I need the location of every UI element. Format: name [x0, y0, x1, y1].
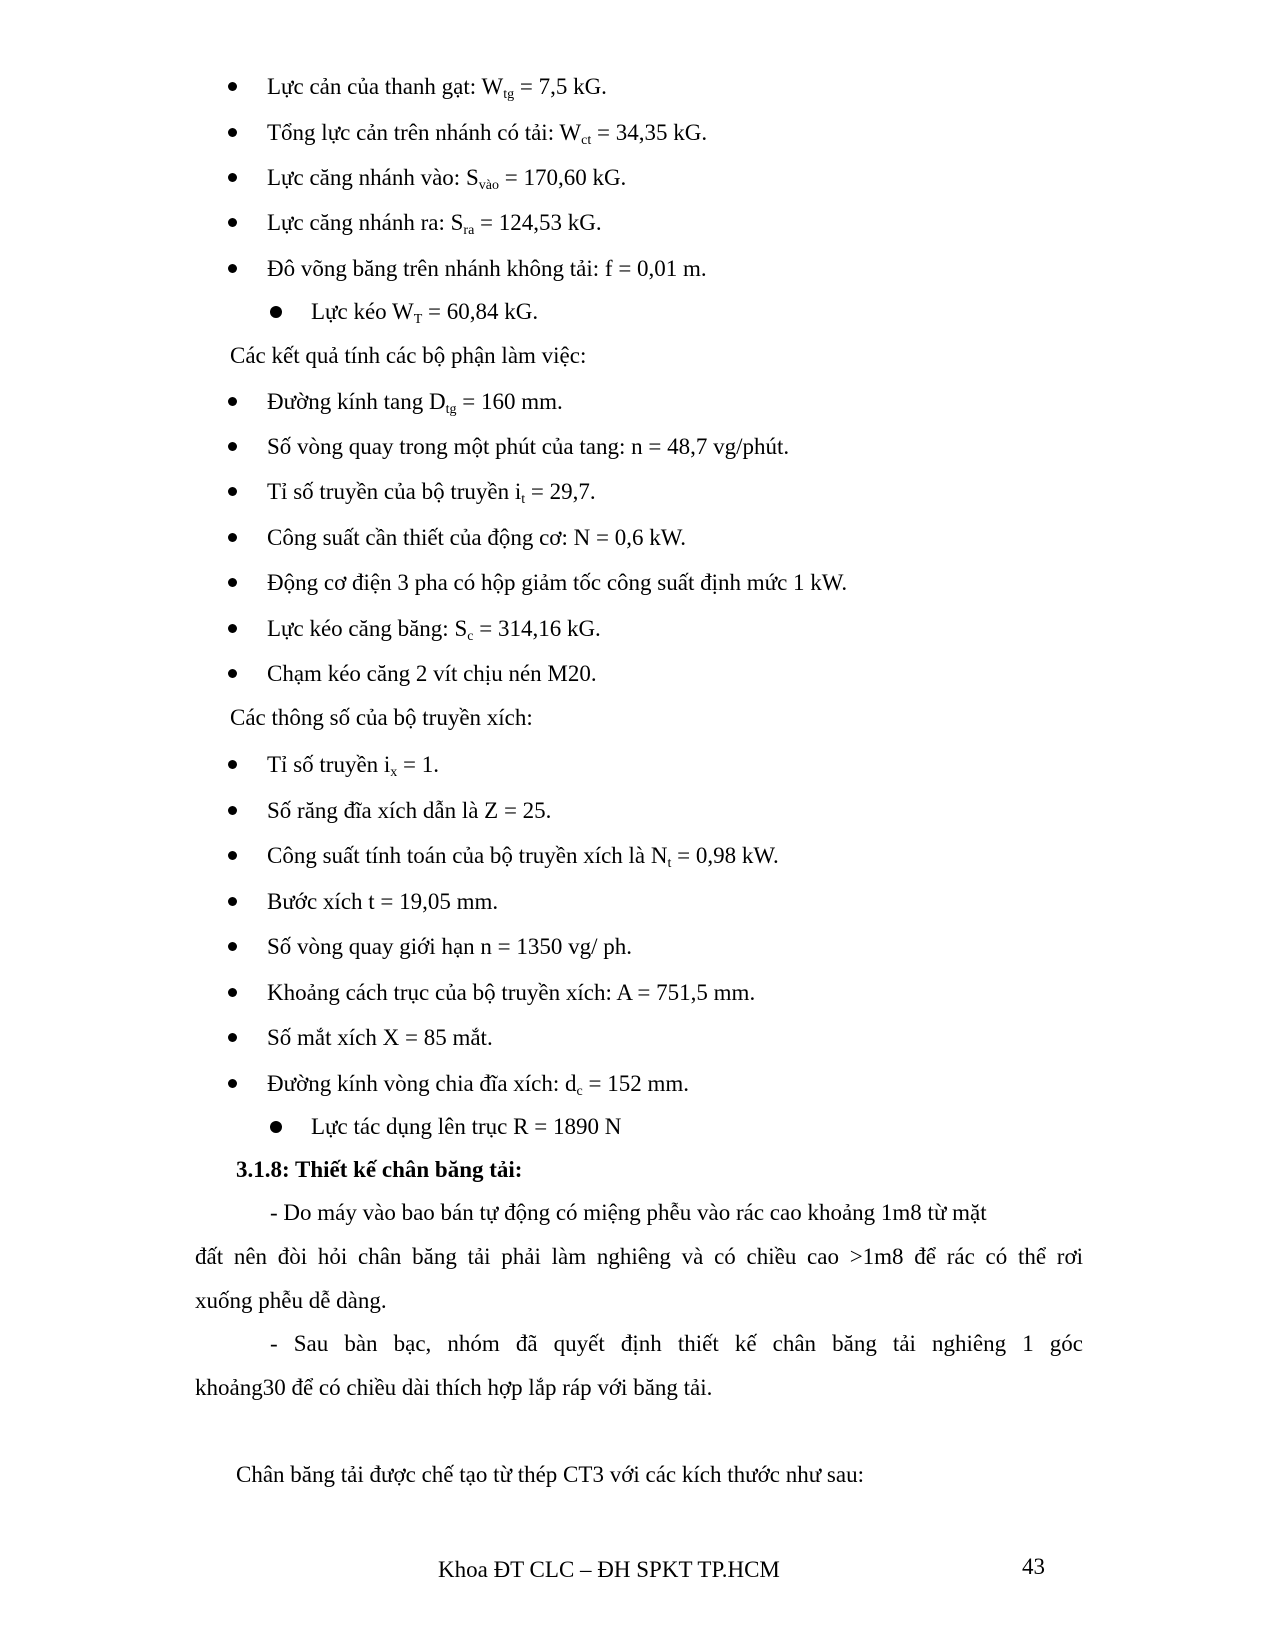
item-text: Đô võng băng trên nhánh không tải: f = 0,01 m. — [267, 256, 707, 281]
item-text: Số răng đĩa xích dẫn là Z = 25. — [267, 798, 552, 823]
bullet-icon — [228, 578, 237, 587]
list-item — [267, 932, 632, 962]
bullet-icon — [228, 218, 237, 227]
item-text: Tỉ số truyền i — [267, 752, 391, 777]
list-sub-item — [311, 1112, 621, 1142]
item-text: Tỉ số truyền của bộ truyền i — [267, 479, 522, 504]
list-item — [267, 568, 847, 598]
section-intro: Các kết quả tính các bộ phận làm việc: — [230, 343, 587, 368]
item-text-suffix: = 314,16 kG. — [473, 616, 601, 641]
bullet-icon — [228, 669, 237, 678]
item-subscript: tg — [503, 87, 515, 102]
section-intro: Các thông số của bộ truyền xích: — [230, 705, 533, 730]
list-item — [267, 163, 626, 193]
bullet-icon — [228, 760, 237, 769]
item-text: Lực kéo căng băng: S — [267, 616, 468, 641]
bullet-icon — [270, 1121, 282, 1133]
list-item — [267, 208, 602, 238]
bullet-icon — [228, 82, 237, 91]
item-text: Lực căng nhánh vào: S — [267, 165, 479, 190]
bullet-icon — [228, 1033, 237, 1042]
item-text: Công suất cần thiết của động cơ: N = 0,6 kW. — [267, 525, 687, 550]
item-subscript: ra — [463, 223, 475, 238]
list-sub-item — [311, 297, 538, 327]
item-subscript: x — [390, 765, 398, 780]
item-text: Số vòng quay trong một phút của tang: n = 48,7 vg/phút. — [267, 434, 790, 459]
item-subscript: tg — [445, 402, 457, 417]
list-item — [267, 118, 707, 148]
list-item — [267, 659, 597, 689]
item-text-suffix: = 34,35 kG. — [591, 120, 708, 145]
bullet-icon — [228, 533, 237, 542]
list-item — [267, 432, 789, 462]
list-item — [267, 477, 596, 507]
paragraph-line: - Sau bàn bạc, nhóm đã quyết định thiết kế chân băng tải nghiêng 1 góc — [270, 1331, 1083, 1356]
paragraph-line: Chân băng tải được chế tạo từ thép CT3 với các kích thước như sau: — [236, 1462, 864, 1487]
paragraph-line: khoảng30 để có chiều dài thích hợp lắp ráp với băng tải. — [195, 1375, 713, 1400]
item-subscript: t — [667, 856, 672, 871]
paragraph-line: đất nên đòi hỏi chân băng tải phải làm nghiêng và có chiều cao >1m8 để rác có thể rơi — [195, 1244, 1083, 1269]
item-text-suffix: = 29,7. — [525, 479, 596, 504]
item-text: Đường kính tang D — [267, 389, 446, 414]
item-text: Lực căng nhánh ra: S — [267, 210, 464, 235]
page-footer: Khoa ĐT CLC – ĐH SPKT TP.HCM — [438, 1557, 780, 1582]
bullet-icon — [228, 173, 237, 182]
bullet-icon — [228, 487, 237, 496]
bullet-icon — [228, 851, 237, 860]
section-heading: 3.1.8: Thiết kế chân băng tải: — [236, 1157, 523, 1182]
item-text-suffix: = 60,84 kG. — [422, 299, 539, 324]
bullet-icon — [228, 1079, 237, 1088]
bullet-icon — [228, 806, 237, 815]
list-item — [267, 72, 607, 102]
item-text-suffix: = 124,53 kG. — [474, 210, 602, 235]
list-item — [267, 1023, 493, 1053]
item-text: Số vòng quay giới hạn n = 1350 vg/ ph. — [267, 934, 633, 959]
list-item — [267, 796, 551, 826]
list-item — [267, 523, 686, 553]
bullet-icon — [228, 942, 237, 951]
item-text: Số mắt xích X = 85 mắt. — [267, 1025, 493, 1050]
list-item — [267, 887, 498, 917]
item-text: Động cơ điện 3 pha có hộp giảm tốc công suất định mức 1 kW. — [267, 570, 848, 595]
page-number: 43 — [1022, 1554, 1045, 1579]
item-text: Khoảng cách trục của bộ truyền xích: A = 751,5 mm. — [267, 980, 756, 1005]
item-text-suffix: = 160 mm. — [456, 389, 563, 414]
item-subscript: vào — [478, 178, 499, 193]
item-text-suffix: = 0,98 kW. — [671, 843, 779, 868]
paragraph-line: - Do máy vào bao bán tự động có miệng phễu vào rác cao khoảng 1m8 từ mặt — [270, 1200, 987, 1225]
item-subscript: T — [413, 312, 423, 327]
item-text-suffix: = 1. — [397, 752, 440, 777]
item-text-suffix: = 152 mm. — [582, 1071, 690, 1096]
item-text: Lực tác dụng lên trục R = 1890 N — [311, 1114, 622, 1139]
item-text: Lực cản của thanh gạt: W — [267, 74, 504, 99]
list-item — [267, 254, 707, 284]
bullet-icon — [228, 264, 237, 273]
item-subscript: c — [467, 629, 474, 644]
list-item — [267, 841, 779, 871]
item-subscript: t — [521, 492, 526, 507]
list-item — [267, 614, 601, 644]
list-item — [267, 387, 563, 417]
item-text: Công suất tính toán của bộ truyền xích là N — [267, 843, 668, 868]
bullet-icon — [228, 897, 237, 906]
bullet-icon — [228, 988, 237, 997]
item-text: Đường kính vòng chia đĩa xích: d — [267, 1071, 577, 1096]
list-item — [267, 750, 439, 780]
bullet-icon — [228, 442, 237, 451]
bullet-icon — [228, 128, 237, 137]
item-subscript: c — [576, 1084, 583, 1099]
list-item — [267, 978, 755, 1008]
item-text: Bước xích t = 19,05 mm. — [267, 889, 499, 914]
item-text: Tổng lực cản trên nhánh có tải: W — [267, 120, 582, 145]
bullet-icon — [270, 306, 282, 318]
bullet-icon — [228, 397, 237, 406]
item-subscript: ct — [581, 133, 592, 148]
item-text: Lực kéo W — [311, 299, 414, 324]
item-text: Chạm kéo căng 2 vít chịu nén M20. — [267, 661, 597, 686]
paragraph-line: xuống phễu dễ dàng. — [195, 1288, 387, 1313]
list-item — [267, 1069, 689, 1099]
bullet-icon — [228, 624, 237, 633]
item-text-suffix: = 7,5 kG. — [514, 74, 607, 99]
item-text-suffix: = 170,60 kG. — [498, 165, 627, 190]
